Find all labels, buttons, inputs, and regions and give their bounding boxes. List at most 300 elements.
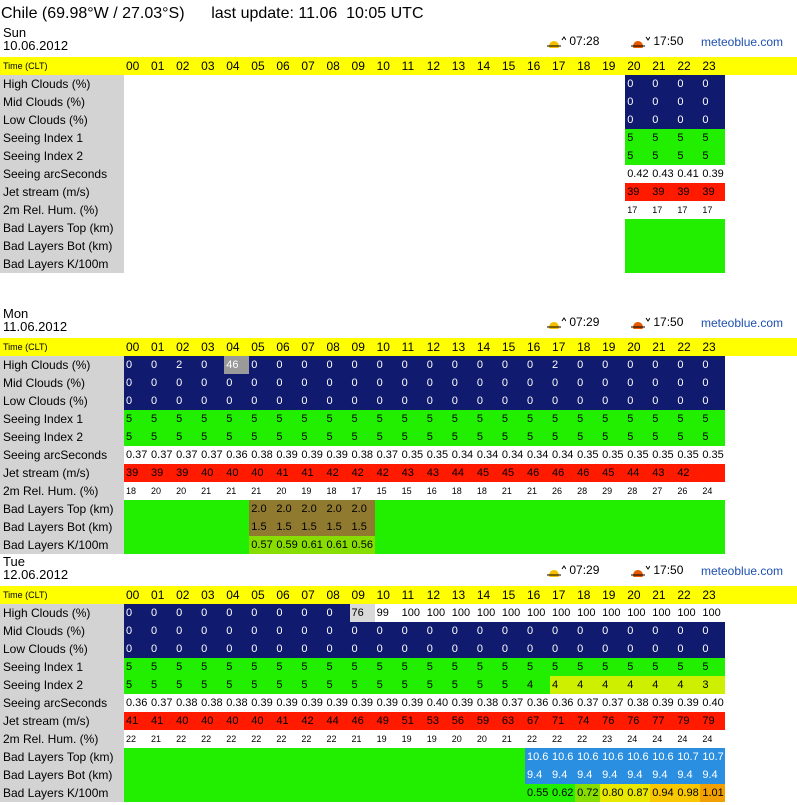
- data-row-jet: [0, 712, 797, 730]
- row-label: High Clouds (%): [0, 75, 124, 93]
- value-cell: 100: [500, 604, 525, 622]
- value-cell: 0.37: [149, 446, 174, 464]
- value-cell: 0: [425, 640, 450, 658]
- value-cell: 18: [450, 482, 475, 500]
- sunrise-time: 07:28: [569, 34, 600, 48]
- value-cell: 0: [149, 640, 174, 658]
- value-cell: 0.39: [700, 165, 725, 183]
- value-cell: 0: [224, 374, 249, 392]
- empty-cell: [124, 129, 625, 147]
- data-row-mid: [0, 93, 797, 111]
- value-cell: 0: [650, 356, 675, 374]
- value-cell: 0.34: [475, 446, 500, 464]
- value-cell: 17: [625, 201, 650, 219]
- value-cell: 0.37: [600, 694, 625, 712]
- value-cell: 0.34: [500, 446, 525, 464]
- data-row-s1: [0, 129, 797, 147]
- value-cell: 0: [650, 75, 675, 93]
- value-cell: 27: [650, 482, 675, 500]
- value-cell: 0: [425, 622, 450, 640]
- value-cell: 5: [299, 428, 324, 446]
- hour-cell: 17: [552, 59, 566, 73]
- value-cell: 0: [550, 622, 575, 640]
- value-cell: 0.43: [650, 165, 675, 183]
- row-label: Seeing Index 2: [0, 428, 124, 446]
- value-cell: 4: [550, 676, 575, 694]
- value-cell: 0: [350, 622, 375, 640]
- row-label: Seeing Index 1: [0, 410, 124, 428]
- value-cell: 9.4: [700, 766, 725, 784]
- hour-cell: 14: [476, 59, 491, 73]
- value-cell: 5: [675, 410, 700, 428]
- value-cell: 0: [375, 356, 400, 374]
- value-cell: 5: [650, 410, 675, 428]
- day-section-sun: [0, 26, 797, 276]
- value-cell: 5: [425, 410, 450, 428]
- hour-cell: 15: [501, 340, 516, 354]
- value-cell: 56: [450, 712, 475, 730]
- value-cell: 19: [425, 730, 450, 748]
- value-cell: 17: [675, 201, 700, 219]
- value-cell: 0.39: [350, 694, 375, 712]
- hour-cell: 13: [451, 340, 466, 354]
- value-cell: 0: [299, 640, 324, 658]
- value-cell: 0: [400, 392, 425, 410]
- value-cell: 0: [375, 622, 400, 640]
- value-cell: 46: [575, 464, 600, 482]
- hour-cell: 21: [652, 59, 666, 73]
- value-cell: 5: [224, 658, 249, 676]
- value-cell: 5: [650, 428, 675, 446]
- value-cell: 0: [600, 622, 625, 640]
- value-cell: 10.6: [525, 748, 550, 766]
- hour-cell: 10: [376, 59, 390, 73]
- value-cell: 0: [475, 392, 500, 410]
- value-cell: 45: [600, 464, 625, 482]
- value-cell: 0: [625, 93, 650, 111]
- value-cell: 1.01: [700, 784, 725, 802]
- hour-cell: 16: [526, 340, 541, 354]
- value-cell: 9.4: [600, 766, 625, 784]
- value-cell: 5: [400, 410, 425, 428]
- hour-cell: 07: [301, 59, 315, 73]
- day-of-week: Mon: [3, 306, 29, 321]
- value-cell: 5: [675, 129, 700, 147]
- value-cell: 46: [350, 712, 375, 730]
- empty-cell: [124, 75, 625, 93]
- value-cell: 0: [600, 356, 625, 374]
- hour-cell: 20: [627, 59, 641, 73]
- value-cell: 40: [174, 712, 199, 730]
- value-cell: 74: [575, 712, 600, 730]
- empty-cell: [625, 255, 725, 273]
- value-cell: 10.7: [700, 748, 725, 766]
- value-cell: 0: [375, 392, 400, 410]
- value-cell: 5: [550, 428, 575, 446]
- value-cell: 0: [500, 374, 525, 392]
- value-cell: 0: [575, 374, 600, 392]
- sunrise-icon: [546, 565, 566, 577]
- row-label: Time (CLT): [0, 57, 124, 75]
- page-header: [1, 5, 424, 23]
- day-date: 12.06.2012: [3, 567, 69, 582]
- value-cell: 40: [249, 464, 274, 482]
- value-cell: 5: [400, 676, 425, 694]
- hour-cell: 03: [201, 59, 215, 73]
- value-cell: 22: [575, 730, 600, 748]
- value-cell: 0.39: [450, 694, 475, 712]
- value-cell: 5: [450, 428, 475, 446]
- value-cell: 0: [500, 622, 525, 640]
- hour-cell: 01: [151, 340, 165, 354]
- data-row-s1: [0, 410, 797, 428]
- value-cell: 4: [675, 676, 700, 694]
- value-cell: 5: [650, 658, 675, 676]
- value-cell: 1.5: [350, 518, 375, 536]
- data-row-s1: [0, 658, 797, 676]
- value-cell: 4: [575, 676, 600, 694]
- value-cell: 5: [149, 676, 174, 694]
- value-cell: 10.6: [550, 748, 575, 766]
- value-cell: 5: [450, 658, 475, 676]
- value-cell: 21: [500, 482, 525, 500]
- value-cell: 0: [550, 640, 575, 658]
- value-cell: 0.36: [550, 694, 575, 712]
- sunrise-time: 07:29: [569, 315, 600, 329]
- value-cell: 9.4: [650, 766, 675, 784]
- value-cell: 5: [375, 410, 400, 428]
- value-cell: 0: [650, 392, 675, 410]
- brand-link[interactable]: meteoblue.com: [701, 316, 784, 330]
- value-cell: 5: [249, 658, 274, 676]
- value-cell: 5: [149, 428, 174, 446]
- value-cell: 5: [500, 410, 525, 428]
- value-cell: 21: [199, 482, 224, 500]
- hour-cell: 21: [652, 588, 666, 602]
- value-cell: 5: [700, 410, 725, 428]
- value-cell: 0: [700, 111, 725, 129]
- value-cell: 20: [475, 730, 500, 748]
- value-cell: 22: [224, 730, 249, 748]
- value-cell: 5: [224, 428, 249, 446]
- value-cell: 5: [350, 410, 375, 428]
- value-cell: 100: [700, 604, 725, 622]
- value-cell: 0: [124, 392, 149, 410]
- value-cell: 0.38: [199, 694, 224, 712]
- value-cell: 28: [575, 482, 600, 500]
- value-cell: 0.40: [425, 694, 450, 712]
- empty-cell: [124, 147, 625, 165]
- value-cell: 0: [450, 640, 475, 658]
- row-label: Bad Layers K/100m: [0, 255, 124, 273]
- row-label: Low Clouds (%): [0, 640, 124, 658]
- value-cell: 0: [174, 374, 199, 392]
- row-label: Bad Layers Bot (km): [0, 237, 124, 255]
- value-cell: 0: [475, 640, 500, 658]
- value-cell: 40: [249, 712, 274, 730]
- row-label: Mid Clouds (%): [0, 622, 124, 640]
- hour-cell: 10: [376, 588, 390, 602]
- value-cell: 20: [274, 482, 299, 500]
- value-cell: 21: [249, 482, 274, 500]
- hour-cell: 15: [501, 59, 516, 73]
- empty-cell: [375, 500, 726, 518]
- value-cell: 5: [600, 428, 625, 446]
- hour-cell: 04: [226, 340, 240, 354]
- value-cell: 24: [625, 730, 650, 748]
- value-cell: 0: [299, 356, 324, 374]
- row-label: 2m Rel. Hum. (%): [0, 201, 124, 219]
- hour-cell: 01: [151, 588, 165, 602]
- value-cell: 22: [199, 730, 224, 748]
- sunrise-icon: [546, 36, 566, 48]
- value-cell: 0: [650, 111, 675, 129]
- hour-cell: 12: [426, 340, 441, 354]
- hour-cell: 06: [276, 59, 290, 73]
- value-cell: 0: [575, 622, 600, 640]
- value-cell: 100: [475, 604, 500, 622]
- value-cell: 0: [199, 374, 224, 392]
- value-cell: 0.87: [625, 784, 650, 802]
- brand-link[interactable]: meteoblue.com: [701, 35, 784, 49]
- value-cell: 40: [199, 712, 224, 730]
- row-label: Bad Layers K/100m: [0, 784, 124, 802]
- value-cell: 0: [274, 356, 299, 374]
- value-cell: 0: [324, 604, 349, 622]
- sunset-time: 17:50: [653, 563, 684, 577]
- value-cell: 0: [500, 640, 525, 658]
- row-label: Seeing Index 1: [0, 129, 124, 147]
- value-cell: 0: [400, 356, 425, 374]
- value-cell: 0: [274, 622, 299, 640]
- value-cell: 0: [625, 622, 650, 640]
- hour-cell: 19: [602, 59, 616, 73]
- value-cell: 0: [575, 356, 600, 374]
- value-cell: 79: [700, 712, 725, 730]
- hour-cell: 01: [151, 59, 165, 73]
- value-cell: 5: [174, 410, 199, 428]
- value-cell: 0: [675, 75, 700, 93]
- value-cell: 0: [525, 356, 550, 374]
- value-cell: 1.5: [274, 518, 299, 536]
- value-cell: 0.39: [400, 694, 425, 712]
- data-row-hum: [0, 201, 797, 219]
- data-row-high: [0, 604, 797, 622]
- value-cell: 5: [324, 410, 349, 428]
- hour-cell: 11: [401, 588, 415, 602]
- value-cell: 0: [174, 604, 199, 622]
- row-label: Bad Layers Bot (km): [0, 518, 124, 536]
- value-cell: 4: [625, 676, 650, 694]
- hour-cell: 11: [401, 59, 415, 73]
- value-cell: 0: [700, 622, 725, 640]
- time-header-row: [0, 57, 797, 75]
- value-cell: 0: [625, 75, 650, 93]
- value-cell: 49: [375, 712, 400, 730]
- value-cell: 5: [199, 410, 224, 428]
- value-cell: 23: [600, 730, 625, 748]
- hour-cell: 07: [301, 340, 315, 354]
- value-cell: 71: [550, 712, 575, 730]
- value-cell: 5: [625, 129, 650, 147]
- hour-cell: 16: [526, 59, 541, 73]
- value-cell: 0: [625, 640, 650, 658]
- value-cell: 5: [224, 676, 249, 694]
- value-cell: 0: [475, 622, 500, 640]
- value-cell: 0.37: [500, 694, 525, 712]
- data-row-mid: [0, 622, 797, 640]
- row-label: Mid Clouds (%): [0, 374, 124, 392]
- value-cell: 0.98: [675, 784, 700, 802]
- value-cell: 0: [324, 374, 349, 392]
- value-cell: 0.39: [299, 446, 324, 464]
- value-cell: 5: [249, 676, 274, 694]
- value-cell: 42: [299, 712, 324, 730]
- value-cell: 44: [625, 464, 650, 482]
- brand-link[interactable]: meteoblue.com: [701, 564, 784, 578]
- value-cell: 22: [299, 730, 324, 748]
- value-cell: 0: [475, 356, 500, 374]
- value-cell: 77: [650, 712, 675, 730]
- value-cell: 45: [500, 464, 525, 482]
- value-cell: 2.0: [350, 500, 375, 518]
- hour-cell: 07: [301, 588, 315, 602]
- day-label: [3, 307, 67, 333]
- value-cell: 17: [700, 201, 725, 219]
- value-cell: 4: [525, 676, 550, 694]
- value-cell: 0.39: [299, 694, 324, 712]
- empty-cell: [124, 500, 249, 518]
- value-cell: 0.39: [249, 694, 274, 712]
- value-cell: 0: [174, 640, 199, 658]
- value-cell: 5: [375, 428, 400, 446]
- row-label: 2m Rel. Hum. (%): [0, 730, 124, 748]
- value-cell: 0: [124, 622, 149, 640]
- time-header-row: [0, 338, 797, 356]
- value-cell: 5: [149, 658, 174, 676]
- value-cell: 22: [174, 730, 199, 748]
- value-cell: 17: [650, 201, 675, 219]
- hour-cell: 22: [677, 588, 691, 602]
- hour-cell: 08: [326, 340, 340, 354]
- value-cell: 76: [350, 604, 375, 622]
- value-cell: 21: [500, 730, 525, 748]
- value-cell: 0: [550, 374, 575, 392]
- value-cell: 5: [525, 410, 550, 428]
- hour-cell: 13: [451, 588, 466, 602]
- value-cell: 100: [675, 604, 700, 622]
- sunset-info: [630, 563, 683, 577]
- data-row-k: [0, 255, 797, 273]
- value-cell: 9.4: [675, 766, 700, 784]
- time-header-row: [0, 586, 797, 604]
- value-cell: 2.0: [249, 500, 274, 518]
- value-cell: 0: [475, 374, 500, 392]
- value-cell: 26: [675, 482, 700, 500]
- empty-cell: [124, 93, 625, 111]
- row-label: Bad Layers Top (km): [0, 219, 124, 237]
- value-cell: 5: [299, 658, 324, 676]
- sunset-icon: [630, 317, 650, 329]
- value-cell: 10.7: [675, 748, 700, 766]
- value-cell: 67: [525, 712, 550, 730]
- hour-cell: 14: [476, 588, 491, 602]
- value-cell: 100: [575, 604, 600, 622]
- value-cell: 100: [550, 604, 575, 622]
- value-cell: 20: [174, 482, 199, 500]
- empty-cell: [124, 201, 625, 219]
- value-cell: 5: [124, 410, 149, 428]
- value-cell: 5: [350, 428, 375, 446]
- value-cell: 24: [700, 482, 725, 500]
- data-row-bot: [0, 237, 797, 255]
- empty-cell: [124, 536, 249, 554]
- value-cell: 0.39: [650, 694, 675, 712]
- value-cell: 2: [550, 356, 575, 374]
- value-cell: 5: [124, 428, 149, 446]
- day-of-week: Tue: [3, 554, 25, 569]
- value-cell: 100: [625, 604, 650, 622]
- value-cell: 79: [675, 712, 700, 730]
- value-cell: 0.72: [575, 784, 600, 802]
- value-cell: 0: [299, 622, 324, 640]
- value-cell: 0: [525, 622, 550, 640]
- value-cell: 0: [700, 374, 725, 392]
- value-cell: 46: [550, 464, 575, 482]
- value-cell: 0.94: [650, 784, 675, 802]
- data-row-top: [0, 500, 797, 518]
- value-cell: 5: [475, 410, 500, 428]
- value-cell: 15: [400, 482, 425, 500]
- value-cell: 5: [199, 428, 224, 446]
- value-cell: 0.35: [400, 446, 425, 464]
- value-cell: 0: [274, 374, 299, 392]
- value-cell: 0: [299, 392, 324, 410]
- value-cell: 0: [500, 356, 525, 374]
- row-label: Seeing Index 1: [0, 658, 124, 676]
- value-cell: 20: [149, 482, 174, 500]
- hour-cell: 00: [126, 588, 140, 602]
- value-cell: 5: [274, 658, 299, 676]
- value-cell: 42: [675, 464, 700, 482]
- hour-cell: 12: [426, 588, 441, 602]
- value-cell: 100: [650, 604, 675, 622]
- value-cell: 0: [700, 640, 725, 658]
- value-cell: 0: [625, 356, 650, 374]
- value-cell: 0.39: [324, 446, 349, 464]
- value-cell: 0: [224, 604, 249, 622]
- data-row-k: [0, 784, 797, 802]
- value-cell: 0: [525, 374, 550, 392]
- value-cell: 76: [625, 712, 650, 730]
- hour-cell: 04: [226, 588, 240, 602]
- value-cell: 5: [675, 658, 700, 676]
- value-cell: 100: [600, 604, 625, 622]
- empty-cell: [124, 219, 625, 237]
- value-cell: 0: [274, 640, 299, 658]
- sunset-time: 17:50: [653, 315, 684, 329]
- value-cell: 0: [149, 604, 174, 622]
- value-cell: 0.38: [625, 694, 650, 712]
- day-date: 11.06.2012: [3, 319, 68, 334]
- value-cell: 0: [124, 356, 149, 374]
- value-cell: 5: [475, 428, 500, 446]
- value-cell: 5: [525, 428, 550, 446]
- value-cell: 2.0: [299, 500, 324, 518]
- value-cell: 0: [324, 356, 349, 374]
- value-cell: 0.38: [224, 694, 249, 712]
- value-cell: 0: [350, 374, 375, 392]
